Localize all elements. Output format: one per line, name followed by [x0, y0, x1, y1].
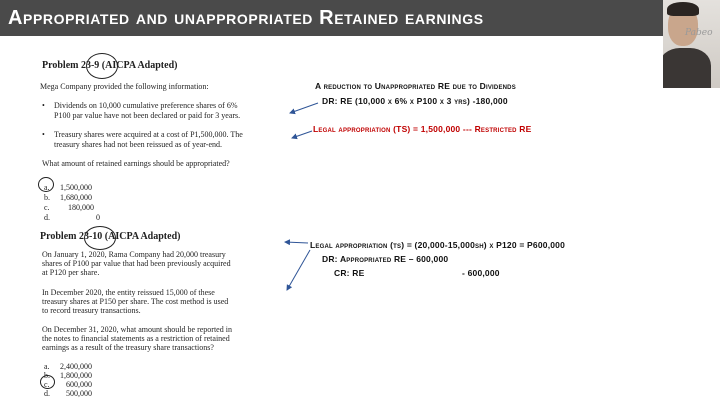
arrow-to-dividends — [290, 103, 318, 113]
note-cr-re-label: CR: RE — [334, 268, 365, 278]
problem1-heading: Problem 23-9 (AICPA Adapted) — [42, 60, 178, 71]
problem2-para2-line3: to record treasury transactions. — [42, 306, 141, 315]
problem-number-circle — [84, 226, 116, 250]
problem-number-circle — [86, 53, 118, 79]
note-legal-appropriation-ts: Legal appropriation (TS) = 1,500,000 --- Restricted RE — [313, 124, 532, 134]
note-dividends-entry: DR: RE (10,000 x 6% x P100 x 3 yrs) -180,000 — [322, 96, 508, 106]
answer-circle — [38, 177, 54, 192]
choice-value: 500,000 — [66, 389, 92, 398]
choice-value: 1,680,000 — [60, 193, 92, 202]
problem2-para3-line2: the notes to financial statements as a restriction of retained — [42, 334, 230, 343]
arrow-to-reissue — [287, 250, 310, 290]
choice-value: 0 — [96, 213, 100, 222]
choice-value: 2,400,000 — [60, 362, 92, 371]
problem2-heading: Problem 23-10 (AICPA Adapted) — [40, 231, 181, 242]
problem2-para1-line1: On January 1, 2020, Rama Company had 20,000 treasury — [42, 250, 226, 259]
webcam-overlay-text: Pabeo — [685, 28, 713, 38]
problem1-bullet2-line1: Treasury shares were acquired at a cost of P1,500,000. The — [54, 130, 243, 139]
webcam-feed — [663, 0, 720, 88]
choice-letter: b. — [44, 371, 50, 380]
note-legal-appropriation-calc: Legal appropriation (ts) = (20,000-15,000sh) x P120 = P600,000 — [310, 240, 566, 250]
problem1-bullet2-line2: treasury shares had not been reissued as of year-end. — [54, 140, 222, 149]
note-dr-appropriated-re: DR: Appropriated RE – 600,000 — [322, 254, 449, 264]
choice-letter: c. — [44, 203, 50, 212]
choice-letter: c. — [44, 380, 50, 389]
choice-letter: d. — [44, 213, 50, 222]
choice-value: 1,500,000 — [60, 183, 92, 192]
choice-letter: a. — [44, 183, 50, 192]
choice-value: 600,000 — [66, 380, 92, 389]
choice-value: 1,800,000 — [60, 371, 92, 380]
answer-circle — [40, 375, 55, 389]
note-cr-re-value: - 600,000 — [462, 268, 500, 278]
problem1-intro: Mega Company provided the following information: — [40, 82, 209, 91]
bullet-dot: • — [42, 130, 45, 139]
choice-letter: b. — [44, 193, 50, 202]
problem2-para1-line2: shares of P100 par value that had been previously acquired — [42, 259, 231, 268]
choice-letter: a. — [44, 362, 50, 371]
problem2-para2-line1: In December 2020, the entity reissued 15,000 of these — [42, 288, 215, 297]
choice-value: 180,000 — [68, 203, 94, 212]
problem1-bullet1-line1: Dividends on 10,000 cumulative preference shares of 6% — [54, 101, 238, 110]
slide-title: Appropriated and unappropriated Retained earnings — [0, 0, 663, 36]
bullet-dot: • — [42, 101, 45, 110]
problem2-para3-line3: earnings as a result of the treasury share transactions? — [42, 343, 214, 352]
problem2-para2-line2: treasury shares at P150 per share. The cost method is used — [42, 297, 229, 306]
problem2-para1-line3: at P120 per share. — [42, 268, 100, 277]
problem-document — [30, 48, 290, 400]
problem1-bullet1-line2: P100 par value have not been declared or paid for 3 years. — [54, 111, 241, 120]
arrow-to-treasury — [292, 131, 312, 138]
problem2-para3-line1: On December 31, 2020, what amount should be reported in — [42, 325, 232, 334]
note-dividends-reduction: A reduction to Unappropriated RE due to Dividends — [315, 81, 516, 91]
problem1-question: What amount of retained earnings should be appropriated? — [42, 159, 230, 168]
choice-letter: d. — [44, 389, 50, 398]
